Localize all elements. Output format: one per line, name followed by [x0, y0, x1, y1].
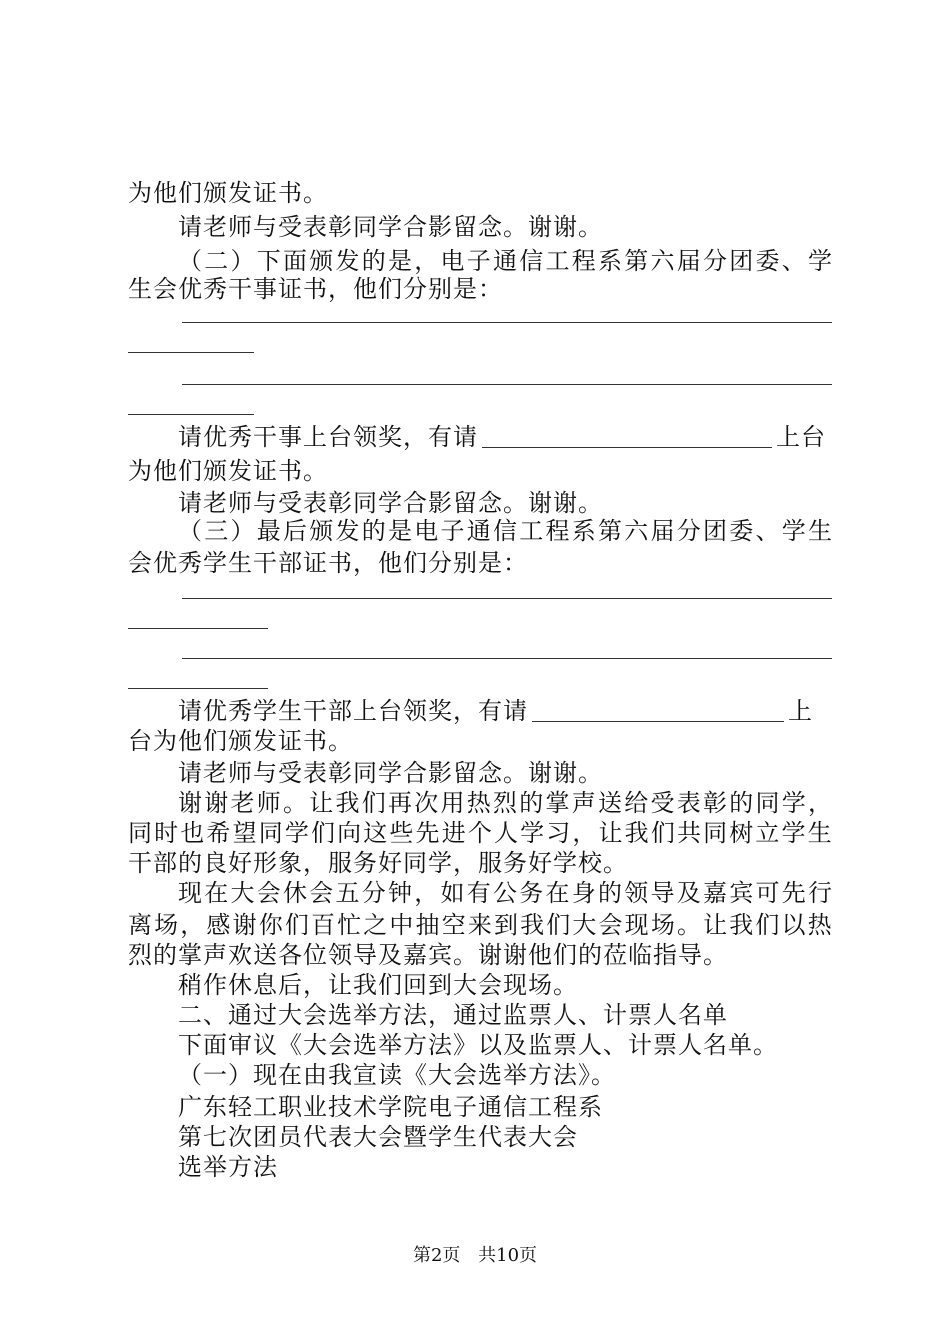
glyph: 系: [571, 517, 596, 545]
glyph: 程: [545, 517, 570, 545]
page-footer: [0, 1244, 950, 1268]
glyph: 。: [676, 911, 701, 939]
glyph: 让: [703, 911, 728, 939]
glyph: 的: [519, 789, 544, 817]
glyph: 宾: [729, 879, 754, 907]
glyph: 是: [388, 247, 412, 275]
paragraph-line: [178, 514, 832, 548]
fill-in-line: [182, 598, 832, 599]
glyph: 忙: [337, 911, 362, 939]
glyph: 分: [676, 517, 701, 545]
paragraph-line: [178, 786, 832, 820]
glyph: ，: [414, 247, 439, 275]
paragraph-line: 广东轻工职业技术学院电子通信工程系: [178, 1093, 603, 1121]
paragraph-line: [128, 816, 832, 850]
glyph: 谢: [178, 789, 202, 817]
fill-in-line: [182, 658, 832, 659]
glyph: 以: [781, 911, 806, 939]
glyph: 会: [256, 879, 281, 907]
glyph: 同: [258, 819, 283, 847]
presenter-blank: [482, 423, 772, 448]
glyph: 最: [256, 517, 281, 545]
glyph: 们: [361, 789, 386, 817]
glyph: 热: [466, 789, 491, 817]
glyph: 领: [624, 879, 649, 907]
glyph: 的: [361, 247, 386, 275]
glyph: 大: [230, 879, 255, 907]
paragraph-text: 上台: [776, 423, 826, 451]
glyph: 同: [128, 819, 152, 847]
glyph: 感: [206, 911, 231, 939]
glyph: 六: [650, 247, 675, 275]
glyph: 二: [204, 247, 229, 275]
fill-in-line: [128, 688, 268, 689]
paragraph-text: 请优秀学生干部上台领奖，有请: [178, 697, 528, 725]
glyph: 第: [624, 247, 649, 275]
glyph: 个: [467, 819, 492, 847]
glyph: 后: [283, 517, 307, 545]
glyph: 委: [755, 247, 780, 275]
glyph: 分: [361, 879, 386, 907]
glyph: 热: [807, 911, 832, 939]
glyph: 们: [755, 911, 780, 939]
paragraph-line: 会优秀学生干部证书，他们分别是：: [128, 549, 528, 577]
glyph: 先: [415, 819, 440, 847]
glyph: 信: [493, 517, 517, 545]
glyph: 次: [414, 789, 439, 817]
glyph: 电: [414, 517, 439, 545]
glyph: 送: [598, 789, 622, 817]
glyph: 们: [284, 911, 309, 939]
paragraph-line: 请老师与受表彰同学合影留念。谢谢。: [178, 489, 603, 517]
paragraph-line: 烈的掌声欢送各位领导及嘉宾。谢谢他们的莅临指导。: [128, 941, 728, 969]
fill-in-line: [182, 384, 832, 385]
glyph: 可: [755, 879, 780, 907]
glyph: 五: [335, 879, 360, 907]
glyph: 休: [283, 879, 307, 907]
paragraph-line: 下面审议《大会选举方法》以及监票人、计票人名单。: [178, 1031, 778, 1059]
glyph: 们: [546, 911, 571, 939]
glyph: 钟: [388, 879, 412, 907]
fill-in-line: [128, 414, 254, 415]
presenter-blank: [532, 697, 784, 722]
award-invite-line: [178, 694, 832, 728]
glyph: 学: [781, 819, 806, 847]
glyph: 颁: [309, 517, 334, 545]
glyph: 受: [650, 789, 675, 817]
glyph: 团: [729, 247, 754, 275]
glyph: 嘉: [703, 879, 727, 907]
glyph: 第: [598, 517, 622, 545]
glyph: 给: [624, 789, 649, 817]
glyph: 谢: [232, 911, 257, 939]
glyph: ）: [230, 517, 255, 545]
paragraph-line: [178, 876, 832, 910]
glyph: 学: [520, 819, 545, 847]
paragraph-line: 为他们颁发证书。: [128, 179, 328, 207]
glyph: 团: [703, 517, 727, 545]
glyph: 用: [440, 789, 465, 817]
glyph: 们: [310, 819, 335, 847]
glyph: 时: [154, 819, 179, 847]
glyph: 、: [781, 247, 806, 275]
glyph: 。: [283, 789, 307, 817]
glyph: 电: [440, 247, 465, 275]
glyph: 届: [676, 247, 701, 275]
glyph: 六: [624, 517, 649, 545]
glyph: 下: [256, 247, 281, 275]
glyph: 通: [466, 517, 491, 545]
glyph: 到: [493, 911, 518, 939]
glyph: 大: [572, 911, 597, 939]
glyph: 子: [466, 247, 491, 275]
glyph: 空: [441, 911, 466, 939]
glyph: 学: [781, 517, 806, 545]
glyph: 我: [729, 911, 754, 939]
glyph: 生: [807, 819, 832, 847]
glyph: 同: [703, 819, 728, 847]
glyph: 生: [808, 517, 832, 545]
glyph: 场: [154, 911, 179, 939]
glyph: 颁: [309, 247, 334, 275]
glyph: 的: [361, 517, 386, 545]
glyph: 之: [363, 911, 388, 939]
glyph: 也: [180, 819, 205, 847]
glyph: 再: [388, 789, 412, 817]
glyph: 工: [545, 247, 570, 275]
paragraph-line: 稍作休息后，让我们回到大会现场。: [178, 971, 578, 999]
page-number: 第2页: [412, 1245, 461, 1266]
glyph: 掌: [545, 789, 570, 817]
glyph: 届: [650, 517, 675, 545]
glyph: （: [178, 247, 202, 275]
glyph: 学: [284, 819, 309, 847]
glyph: 先: [781, 879, 806, 907]
glyph: 现: [624, 911, 649, 939]
fill-in-line: [128, 628, 268, 629]
glyph: 如: [440, 879, 465, 907]
glyph: 委: [729, 517, 754, 545]
glyph: （: [178, 517, 202, 545]
paragraph-line: 第七次团员代表大会暨学生代表大会: [178, 1123, 578, 1151]
fill-in-line: [128, 352, 254, 353]
glyph: 的: [598, 879, 622, 907]
glyph: 希: [206, 819, 231, 847]
glyph: 向: [337, 819, 362, 847]
glyph: 身: [571, 879, 596, 907]
glyph: 彰: [703, 789, 727, 817]
glyph: 是: [388, 517, 412, 545]
glyph: 通: [493, 247, 517, 275]
paragraph-line: 台为他们颁发证书。: [128, 727, 353, 755]
glyph: 公: [493, 879, 517, 907]
glyph: 在: [545, 879, 570, 907]
glyph: 树: [729, 819, 754, 847]
glyph: 发: [335, 247, 360, 275]
glyph: ，: [572, 819, 597, 847]
glyph: 进: [441, 819, 466, 847]
paragraph-line: 干部的良好形象，服务好同学，服务好学校。: [128, 849, 628, 877]
glyph: 会: [309, 879, 334, 907]
glyph: 行: [808, 879, 832, 907]
glyph: 百: [310, 911, 335, 939]
glyph: 们: [650, 819, 675, 847]
paragraph-text: 请优秀干事上台领奖，有请: [178, 423, 478, 451]
glyph: 程: [571, 247, 596, 275]
glyph: 习: [546, 819, 571, 847]
glyph: 现: [178, 879, 202, 907]
glyph: 望: [232, 819, 257, 847]
glyph: 让: [309, 789, 334, 817]
glyph: 场: [650, 911, 675, 939]
glyph: 离: [128, 911, 152, 939]
glyph: 我: [335, 789, 360, 817]
glyph: 来: [467, 911, 492, 939]
paragraph-line: 为他们颁发证书。: [128, 457, 328, 485]
glyph: 师: [256, 789, 281, 817]
glyph: 有: [466, 879, 491, 907]
paragraph-line: 请老师与受表彰同学合影留念。谢谢。: [178, 213, 603, 241]
glyph: 你: [258, 911, 283, 939]
award-invite-line: [178, 420, 832, 454]
glyph: 发: [335, 517, 360, 545]
glyph: 这: [363, 819, 388, 847]
glyph: 在: [204, 879, 229, 907]
paragraph-line: 生会优秀干事证书，他们分别是：: [128, 275, 503, 303]
glyph: 及: [676, 879, 701, 907]
paragraph-text: 上: [788, 697, 813, 725]
glyph: 三: [204, 517, 229, 545]
glyph: 抽: [415, 911, 440, 939]
page-total: 共10页: [478, 1245, 538, 1266]
glyph: 我: [520, 911, 545, 939]
subsection-heading: （一）现在由我宣读《大会选举方法》。: [178, 1061, 616, 1089]
glyph: 些: [389, 819, 414, 847]
paragraph-line: 选举方法: [178, 1153, 278, 1181]
glyph: 学: [781, 789, 806, 817]
glyph: 共: [676, 819, 701, 847]
glyph: 我: [624, 819, 649, 847]
glyph: 导: [650, 879, 675, 907]
glyph: 让: [598, 819, 623, 847]
glyph: 的: [729, 789, 754, 817]
glyph: ，: [808, 789, 832, 817]
paragraph-line: [128, 908, 832, 942]
glyph: 同: [755, 789, 780, 817]
glyph: 工: [519, 517, 544, 545]
glyph: 表: [676, 789, 701, 817]
glyph: 中: [389, 911, 414, 939]
glyph: 系: [598, 247, 622, 275]
glyph: 面: [283, 247, 307, 275]
glyph: 声: [571, 789, 596, 817]
glyph: ，: [180, 911, 205, 939]
glyph: 烈: [493, 789, 517, 817]
glyph: 务: [519, 879, 544, 907]
fill-in-line: [182, 322, 832, 323]
glyph: 学: [808, 247, 832, 275]
paragraph-line: 请老师与受表彰同学合影留念。谢谢。: [178, 759, 603, 787]
glyph: 子: [440, 517, 465, 545]
glyph: 会: [598, 911, 623, 939]
glyph: ，: [414, 879, 439, 907]
section-heading: 二、通过大会选举方法，通过监票人、计票人名单: [178, 1001, 728, 1029]
glyph: 人: [493, 819, 518, 847]
glyph: 立: [755, 819, 780, 847]
glyph: 分: [703, 247, 727, 275]
glyph: 、: [755, 517, 780, 545]
glyph: ）: [230, 247, 255, 275]
glyph: 谢: [204, 789, 229, 817]
glyph: 信: [519, 247, 544, 275]
glyph: 老: [230, 789, 255, 817]
